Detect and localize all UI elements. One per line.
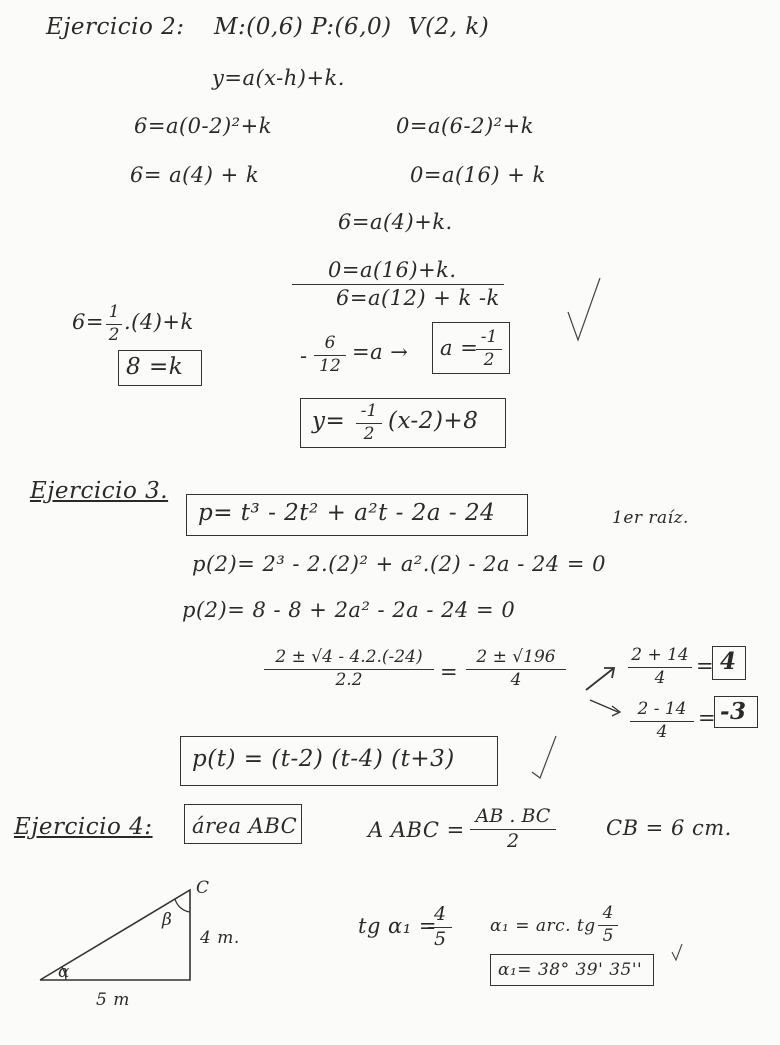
exercise4-area-lhs: A ABC = [368, 818, 465, 842]
root1-equals: = [696, 654, 715, 678]
minus-sign: - [300, 344, 308, 368]
exercise2-eq-right-2: 0=a(16) + k [410, 163, 546, 187]
exercise2-given-points: M:(0,6) P:(6,0) [214, 14, 392, 40]
exercise4-arc: α₁ = arc. tg [490, 916, 596, 936]
exercise4-title: Ejercicio 4: [14, 814, 153, 840]
tg-num: 4 [433, 903, 447, 925]
root2-den: 4 [656, 721, 668, 742]
exercise2-sub-lhs: 6= [72, 310, 104, 334]
exercise4-tg-fraction [428, 904, 452, 951]
sub-frac-num: 1 [108, 302, 120, 322]
exercise2-final-y: y= [312, 408, 346, 434]
final-frac-den: 2 [363, 423, 375, 444]
exercise3-note: 1er raíz. [612, 508, 689, 528]
exercise2-final-rest: (x-2)+8 [388, 408, 479, 434]
quad-eq-den: 4 [510, 669, 522, 690]
exercise2-sub-rest: .(4)+k [124, 310, 194, 334]
exercise2-a-equation: =a → [352, 340, 409, 364]
quad-eq-num: 2 ± √196 [476, 647, 556, 667]
root2-equals: = [698, 706, 717, 730]
exercise2-title: Ejercicio 2: [46, 14, 185, 40]
arc-num: 4 [602, 903, 614, 923]
quad-num: 2 ± √4 - 4.2.(-24) [275, 647, 423, 667]
triangle-label-c: C [196, 878, 210, 898]
root2-num: 2 - 14 [637, 699, 687, 719]
exercise3-line2: p(2)= 8 - 8 + 2a² - 2a - 24 = 0 [182, 598, 516, 622]
a-frac-num: 6 [324, 333, 336, 353]
final-frac-num: -1 [360, 401, 378, 421]
a-boxed-num: -1 [480, 327, 498, 347]
a-frac-den: 12 [319, 355, 341, 376]
triangle-side-vertical: 4 m. [200, 928, 240, 948]
exercise4-arc-fraction [598, 904, 618, 946]
exercise4-area-label: área ABC [192, 814, 298, 838]
exercise4-cb: CB = 6 cm. [606, 816, 732, 840]
sub-frac-den: 2 [108, 324, 120, 345]
exercise4-tg: tg α₁ = [358, 914, 437, 938]
exercise3-root1: 4 [720, 648, 737, 675]
tg-den: 5 [433, 927, 447, 950]
triangle-label-alpha: α [58, 962, 70, 982]
exercise4-angle: α₁= 38° 39' 35'' [498, 960, 643, 980]
exercise2-k-result: 8 =k [126, 354, 184, 380]
arc-den: 5 [602, 925, 614, 946]
exercise2-eq-right-1: 0=a(6-2)²+k [396, 114, 534, 138]
quad-den: 2.2 [335, 669, 363, 690]
exercise2-vertex: V(2, k) [408, 14, 490, 40]
triangle-side-base: 5 m [96, 990, 130, 1010]
a-boxed-den: 2 [483, 349, 495, 370]
exercise2-eq-left-1: 6=a(0-2)²+k [134, 114, 272, 138]
root1-den: 4 [654, 667, 666, 688]
exercise2-system-result: 6=a(12) + k -k [336, 286, 500, 310]
exercise3-title: Ejercicio 3. [30, 478, 169, 504]
exercise2-a-boxed: a = [440, 336, 479, 360]
root1-num: 2 + 14 [631, 645, 689, 665]
exercise2-system-eq-2: 0=a(16)+k. [328, 258, 457, 282]
triangle-label-beta: β [162, 910, 173, 930]
area-num: AB . BC [475, 805, 551, 827]
exercise2-formula: y=a(x-h)+k. [212, 66, 345, 90]
exercise3-factored: p(t) = (t-2) (t-4) (t+3) [192, 746, 455, 772]
exercise2-system-eq-1: 6=a(4)+k. [338, 210, 453, 234]
exercise3-polynomial: p= t³ - 2t² + a²t - 2a - 24 [198, 500, 496, 526]
area-den: 2 [506, 829, 520, 852]
exercise2-eq-left-2: 6= a(4) + k [130, 163, 260, 187]
equals-sign: = [440, 660, 459, 684]
exercise3-root2: -3 [720, 698, 747, 725]
exercise3-line1: p(2)= 2³ - 2.(2)² + a².(2) - 2a - 24 = 0 [192, 552, 606, 576]
